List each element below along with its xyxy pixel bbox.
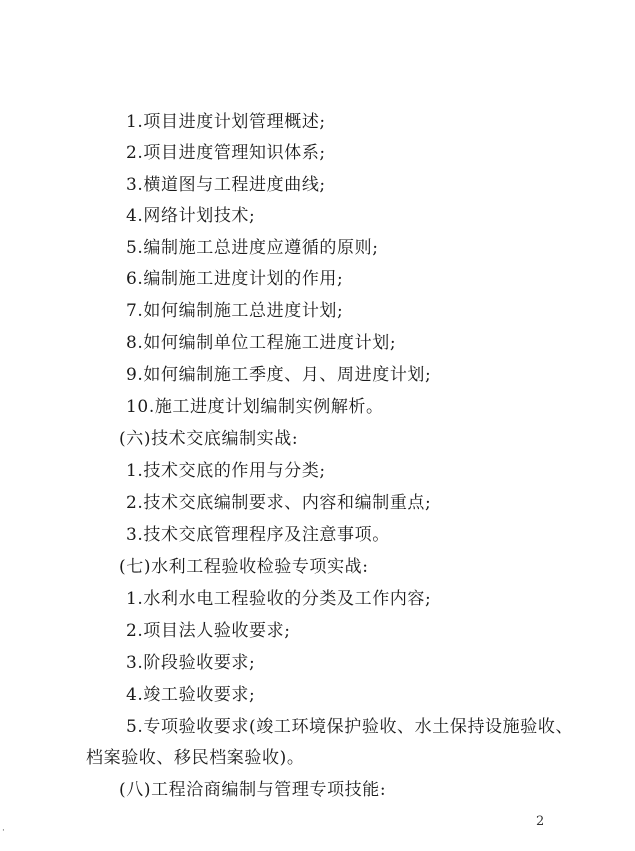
text-line: 4.网络计划技术; — [126, 206, 256, 226]
text-line: 5.编制施工总进度应遵循的原则; — [126, 238, 379, 258]
text-line: 1.技术交底的作用与分类; — [126, 461, 326, 481]
text-line: 2.项目法人验收要求; — [126, 621, 291, 641]
text-line: 8.如何编制单位工程施工进度计划; — [126, 333, 397, 353]
text-line: 3.横道图与工程进度曲线; — [126, 175, 326, 195]
corner-mark: · — [2, 826, 5, 836]
text-line: 2.技术交底编制要求、内容和编制重点; — [126, 493, 432, 513]
text-line: 5.专项验收要求(竣工环境保护验收、水土保持设施验收、 — [126, 717, 574, 737]
text-line: 2.项目进度管理知识体系; — [126, 143, 326, 163]
page-number: 2 — [536, 814, 545, 829]
text-line: 9.如何编制施工季度、月、周进度计划; — [126, 365, 432, 385]
section-heading: (八)工程洽商编制与管理专项技能: — [119, 780, 387, 800]
text-line: 6.编制施工进度计划的作用; — [126, 269, 344, 289]
section-heading: (七)水利工程验收检验专项实战: — [119, 557, 369, 577]
text-line: 7.如何编制施工总进度计划; — [126, 301, 344, 321]
text-line: 1.水利水电工程验收的分类及工作内容; — [126, 589, 432, 609]
text-line: 1.项目进度计划管理概述; — [126, 112, 326, 132]
text-line: 3.阶段验收要求; — [126, 653, 256, 673]
text-line-continuation: 档案验收、移民档案验收)。 — [86, 748, 305, 768]
section-heading: (六)技术交底编制实战: — [119, 429, 299, 449]
text-line: 10.施工进度计划编制实例解析。 — [126, 397, 384, 417]
text-line: 4.竣工验收要求; — [126, 685, 256, 705]
text-line: 3.技术交底管理程序及注意事项。 — [126, 525, 390, 545]
